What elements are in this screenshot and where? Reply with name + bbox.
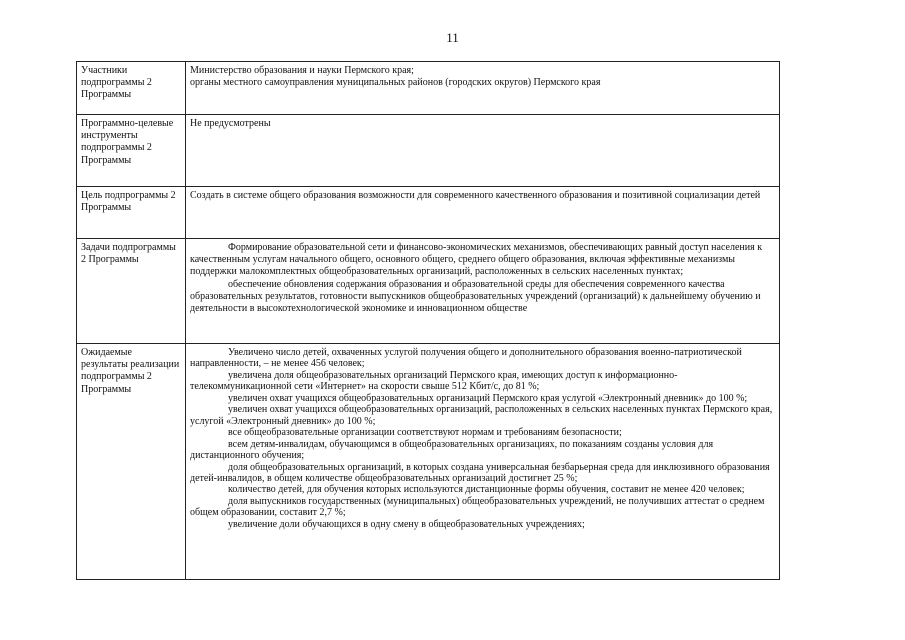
row-value <box>186 62 780 115</box>
row-label: Цель подпрограммы 2 Программы <box>77 187 186 239</box>
row-value <box>186 344 780 580</box>
paragraph: Не предусмотрены <box>190 118 271 129</box>
row-label: Программно-целевые инструменты подпрограммы 2 Программы <box>77 115 186 187</box>
paragraph: доля выпускников государственных (муниципальных) общеобразовательных учреждений, не получивших аттестат о среднем общем образовании, составит 2,7 %; <box>190 495 765 519</box>
page-number: 11 <box>446 30 459 45</box>
paragraph: увеличен охват учащихся общеобразовательных организаций, расположенных в сельских населенных пунктах Пермского края, услугой «Электронный дневник» до 100 %; <box>190 404 773 427</box>
paragraph: Создать в системе общего образования возможности для современного качественного образования и позитивной социализации детей <box>190 190 761 201</box>
paragraph: все общеобразовательные организации соответствуют нормам и требованиям безопасности; <box>228 427 622 439</box>
table-row-tasks <box>77 239 780 344</box>
paragraph: обеспечение обновления содержания образования и образовательной среды для обеспечения современного качества образовательных результатов, готовности выпускников общеобразовательных учреждений (организаций) к дальнейшему обучению и деятельности в высокотехнологической экономике и инновационном обществе <box>190 278 761 315</box>
paragraph: всем детям-инвалидам, обучающимся в общеобразовательных организациях, по показаниям созданы условия для дистанционного обучения; <box>190 438 714 462</box>
row-label: Участники подпрограммы 2 Программы <box>77 62 186 115</box>
paragraph: количество детей, для обучения которых используются дистанционные формы обучения, составит не менее 420 человек; <box>228 484 745 496</box>
table-row-goal <box>77 187 780 239</box>
row-label: Ожидаемые результаты реализации подпрограммы 2 Программы <box>77 344 186 580</box>
paragraph: органы местного самоуправления муниципальных районов (городских округов) Пермского края <box>190 77 601 89</box>
paragraph: доля общеобразовательных организаций, в которых создана универсальная безбарьерная среда для инклюзивного образования детей-инвалидов, в общем количестве общеобразовательных организаций достигнет 25 %; <box>190 461 770 484</box>
row-label: Задачи подпрограммы 2 Программы <box>77 239 186 344</box>
paragraph: Формирование образовательной сети и финансово-экономических механизмов, обеспечивающих равный доступ населения к качественным услугам начального общего, основного общего, среднего общего образования, включая эффективные механизмы поддержки малокомплектных общеобразовательных организаций, расположенных в сельских населенных пунктах; <box>190 242 763 278</box>
paragraph: Министерство образования и науки Пермского края; <box>190 65 414 76</box>
row-value <box>186 115 780 187</box>
paragraph: увеличение доли обучающихся в одну смену в общеобразовательных учреждениях; <box>228 518 585 530</box>
paragraph: Увеличено число детей, охваченных услугой получения общего и дополнительного образования военно-патриотической направленности, – не менее 456 человек; <box>190 347 742 370</box>
paragraph: увеличен охват учащихся общеобразовательных организаций Пермского края услугой «Электронный дневник» до 100 %; <box>228 392 748 404</box>
paragraph: увеличена доля общеобразовательных организаций Пермского края, имеющих доступ к информационно-телекоммуникационной сети «Интернет» на скорости свыше 512 Кбит/с, до 81 %; <box>190 369 678 393</box>
subprogram-passport-table <box>76 61 780 580</box>
table-row-expected-results <box>77 344 780 580</box>
table-row-instruments <box>77 115 780 187</box>
row-value <box>186 187 780 239</box>
row-value <box>186 239 780 344</box>
table-row-participants <box>77 62 780 115</box>
